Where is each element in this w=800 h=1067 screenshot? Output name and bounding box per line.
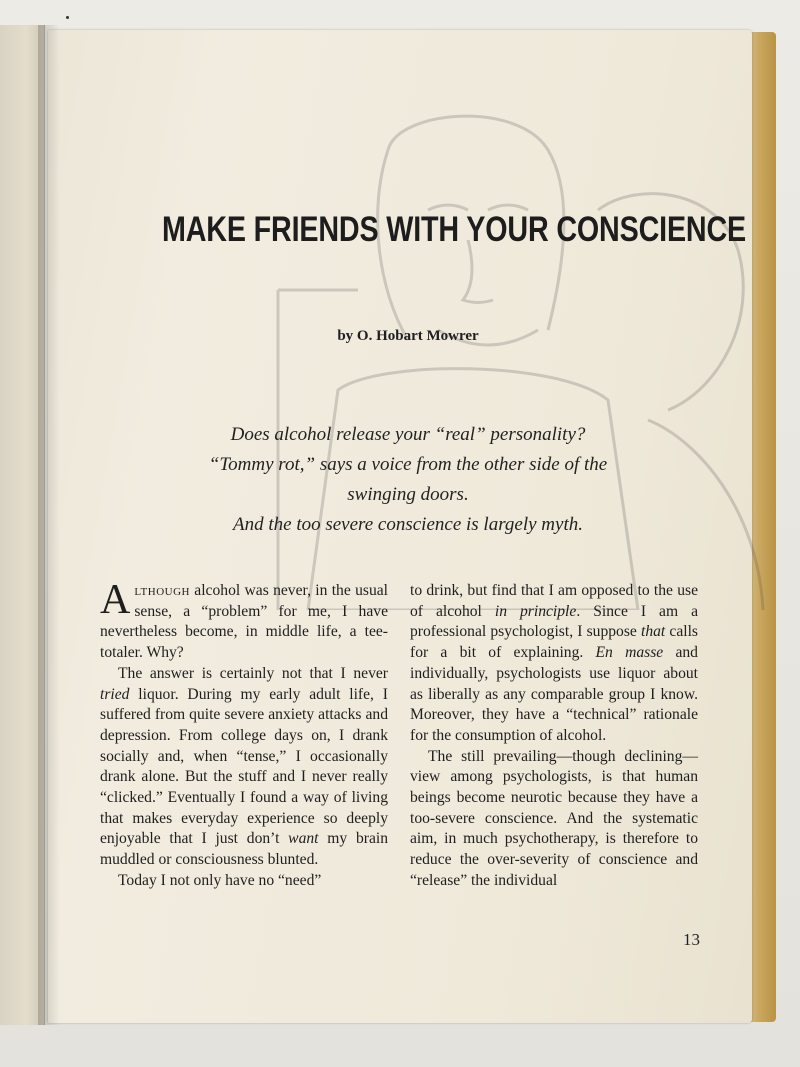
emphasis: want	[288, 830, 319, 848]
article-title: MAKE FRIENDS WITH YOUR CONSCIENCE	[162, 210, 747, 249]
emphasis: in principle	[494, 602, 577, 620]
text-run: liquor. During my early adult life, I suffered from quite severe anxiety attacks and depression. From college days on, I drank socially and, when “tense,” I occasionally drank alone. But the stuff and I never really “clicked.” Eventually I found a way of living that makes everyday experience so deeply enjoyable that I just don’t	[100, 685, 388, 848]
text-run: The answer is certainly not that I never	[118, 664, 388, 682]
paragraph	[100, 664, 388, 871]
drop-cap: A	[100, 577, 131, 623]
deck-line: And the too severe conscience is largely myth.	[233, 514, 583, 535]
paragraph: Today I not only have no “need”	[118, 871, 322, 889]
speck	[66, 16, 69, 19]
text-run: and individually, psychologists use liquor about as liberally as any comparable group I know. Moreover, they have a “technical” rationale for the consumption of alcohol.	[410, 644, 698, 744]
paragraph: The still prevailing—though declining—view among psychologists, is that human beings become neurotic because they have a too-severe conscience. And the systematic aim, in much psychotherapy, is therefore to reduce the over-severity of conscience and “release” the individual	[410, 747, 698, 889]
deck-line: swinging doors.	[347, 484, 469, 505]
text-run: alcohol was never, in the usual sense, a “problem” for me, I have nevertheless become, in middle life, a tee-totaler. Why?	[100, 582, 388, 662]
left-column	[100, 577, 388, 892]
right-column	[410, 581, 698, 892]
article-deck	[158, 420, 658, 540]
right-page	[48, 30, 752, 1023]
deck-line: “Tommy rot,” says a voice from the other side of the	[208, 454, 608, 475]
deck-line: Does alcohol release your “real” personality?	[230, 424, 586, 445]
paragraph	[410, 581, 698, 747]
paragraph	[100, 577, 388, 664]
page-number: 13	[683, 930, 700, 949]
small-caps-opening: lthough	[134, 582, 190, 599]
text-run: my brain muddled or consciousness blunted.	[100, 830, 388, 869]
emphasis: tried	[100, 685, 130, 703]
text-run: . Since I am a professional psychologist, I suppose	[410, 602, 699, 641]
article-byline: by O. Hobart Mowrer	[337, 328, 479, 344]
text-run: calls for a bit of explaining.	[410, 623, 698, 662]
emphasis: that	[641, 623, 666, 641]
gutter-shadow	[38, 25, 60, 1025]
emphasis: En masse	[595, 644, 664, 662]
text-run: to drink, but find that I am opposed to the use of alcohol	[410, 582, 698, 620]
